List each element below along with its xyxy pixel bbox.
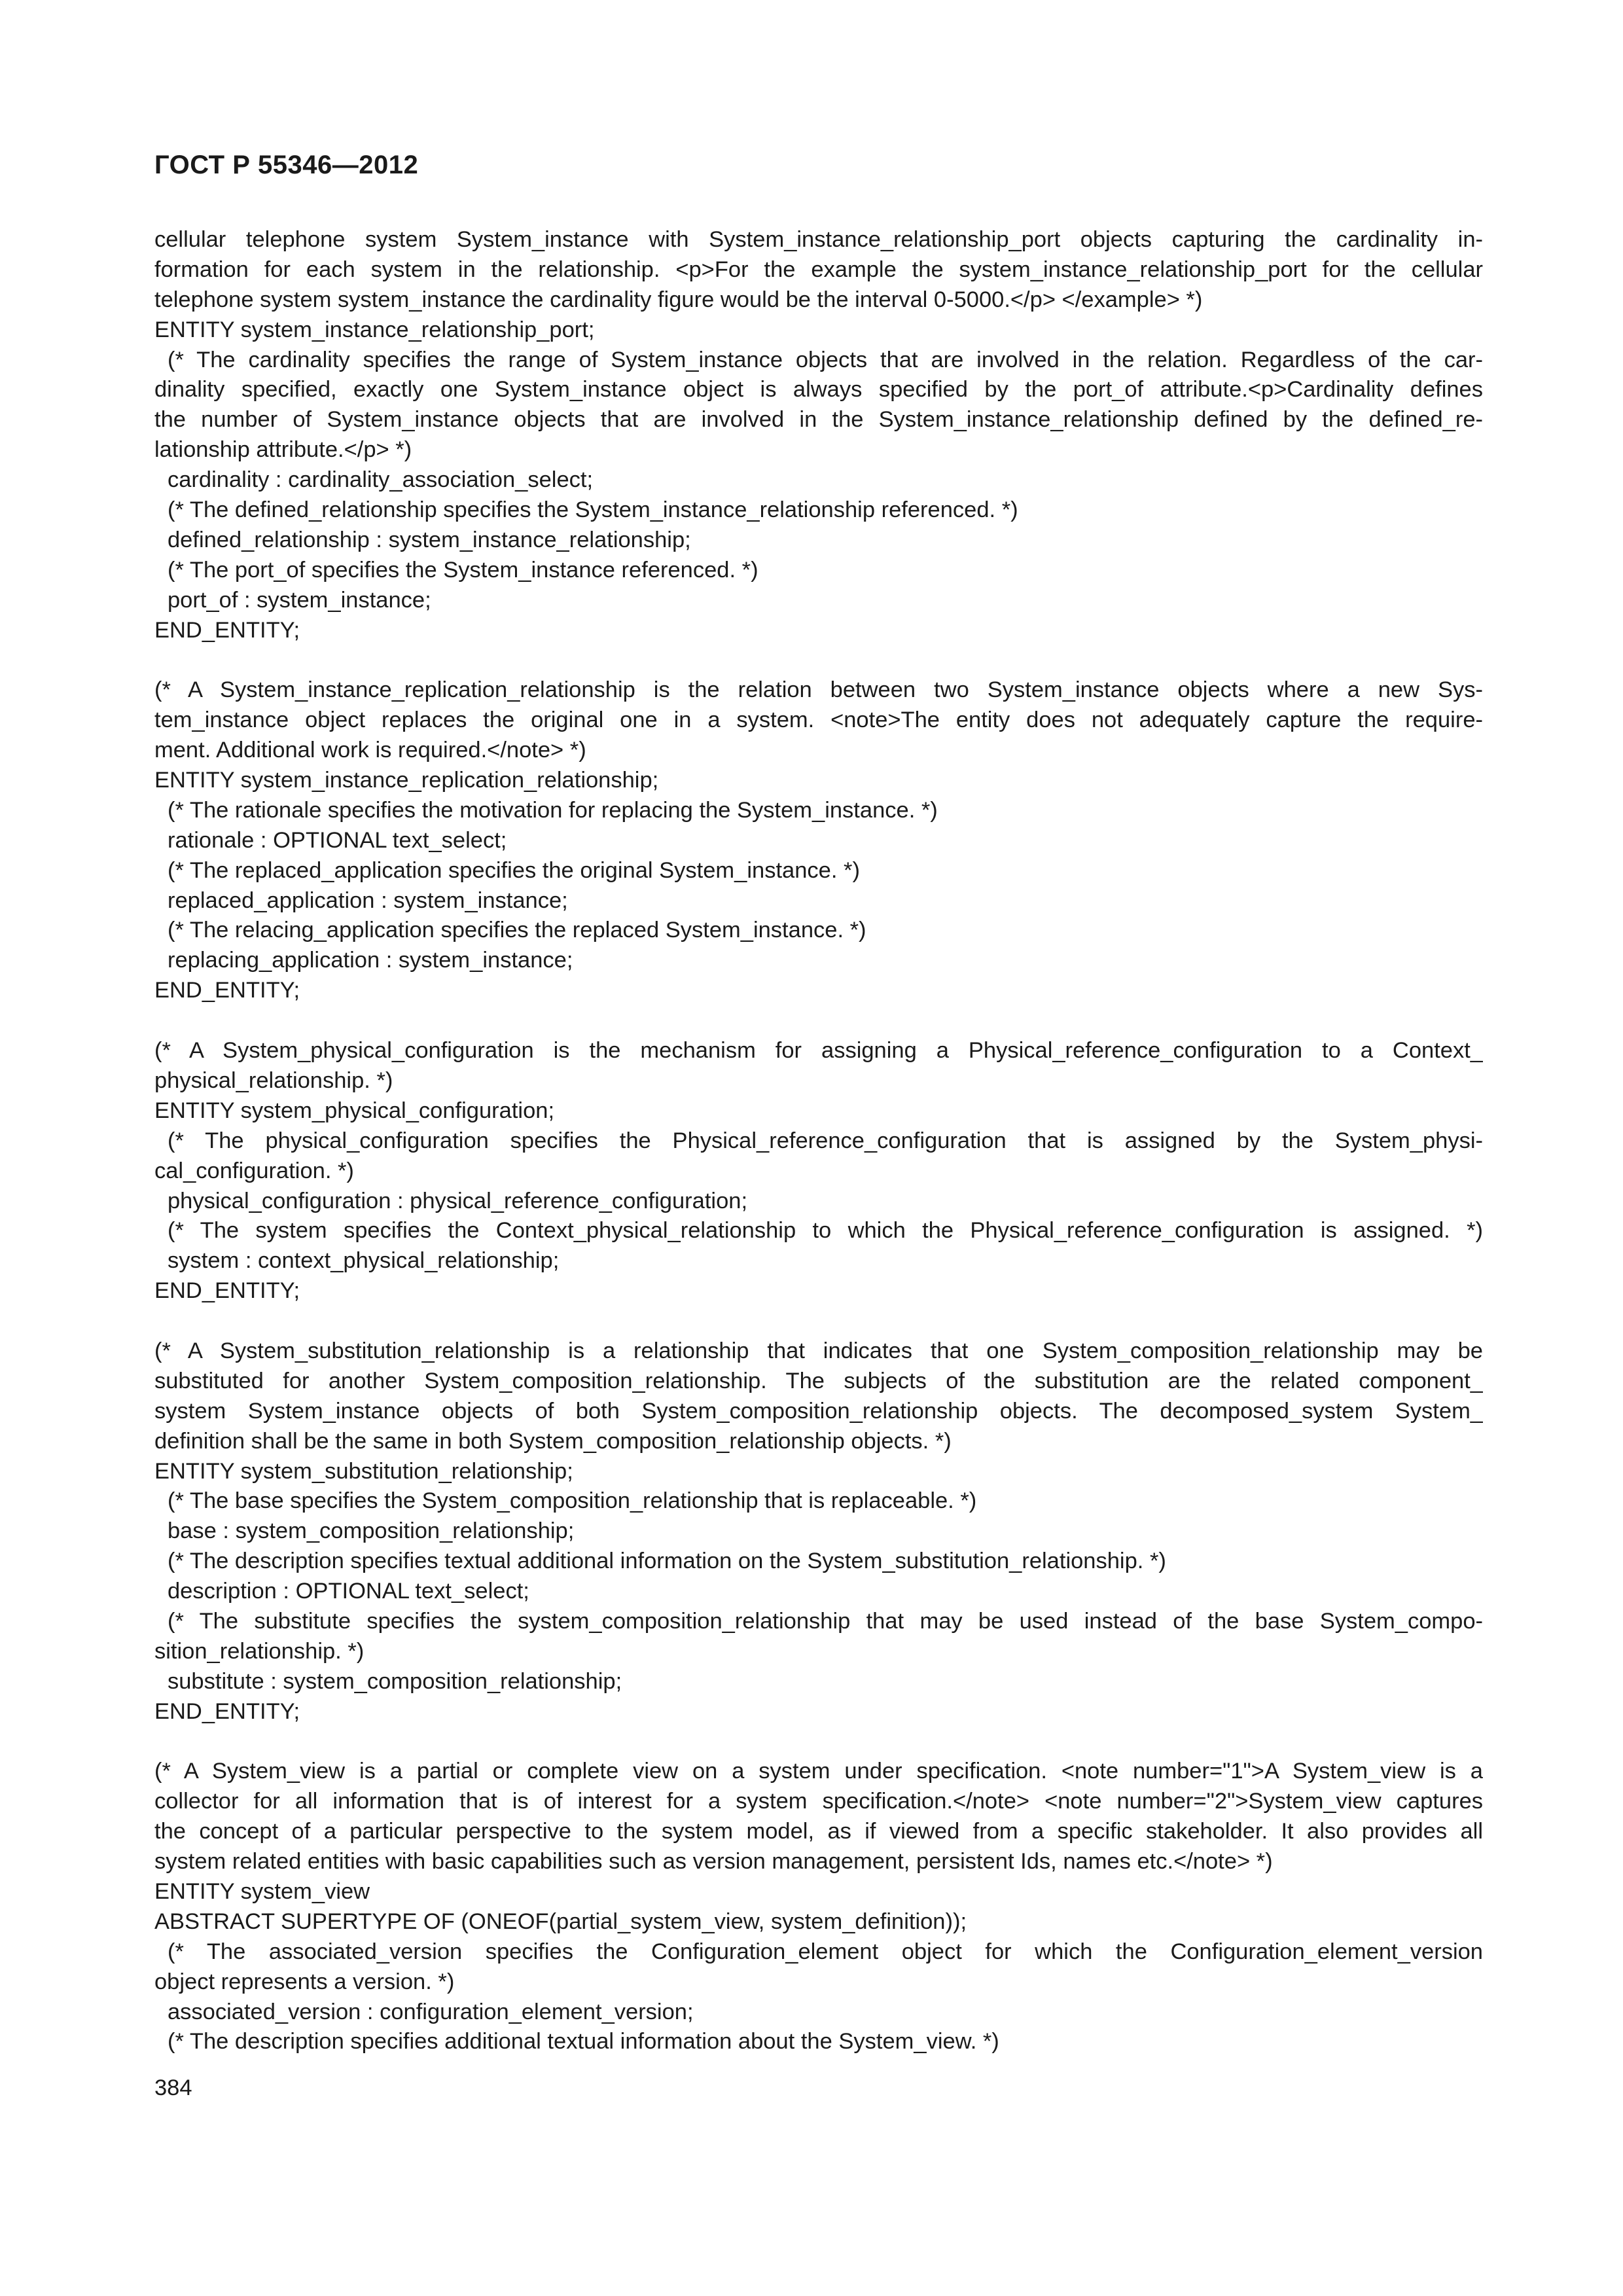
text-line: (* The substitute specifies the system_composition_relationship that may be used instead of the base System_compo-: [168, 1608, 1483, 1634]
text-line: base : system_composition_relationship;: [168, 1518, 575, 1544]
text-line: (* The associated_version specifies the Configuration_element object for which the Configuration_element_version: [168, 1939, 1483, 1964]
text-line: (* A System_view is a partial or complete view on a system under specification. <note number="1">A System_view is a: [154, 1759, 1483, 1784]
text-line: the number of System_instance objects that are involved in the System_instance_relationship defined by the defined_re-: [154, 407, 1483, 433]
text-line: replaced_application : system_instance;: [168, 888, 568, 913]
text-line: (* A System_physical_configuration is the mechanism for assigning a Physical_reference_configuration to a Context_: [154, 1038, 1483, 1064]
text-line: definition shall be the same in both System_composition_relationship objects. *): [154, 1428, 952, 1454]
text-line: rationale : OPTIONAL text_select;: [168, 827, 507, 853]
text-line: ENTITY system_instance_replication_relationship;: [154, 768, 659, 793]
text-line: system System_instance objects of both System_composition_relationship objects. The decomposed_system System_: [154, 1398, 1483, 1424]
text-line: (* The description specifies textual additional information on the System_substitution_relationship. *): [168, 1549, 1166, 1574]
text-line: physical_configuration : physical_reference_configuration;: [168, 1188, 748, 1213]
text-line: associated_version : configuration_element_version;: [168, 1999, 694, 2024]
text-line: ABSTRACT SUPERTYPE OF (ONEOF(partial_system_view, system_definition));: [154, 1909, 967, 1934]
blank-line: [154, 1727, 1483, 1757]
blank-line: [154, 1306, 1483, 1336]
text-line: ENTITY system_instance_relationship_port;: [154, 317, 595, 342]
text-line: cardinality : cardinality_association_select;: [168, 467, 594, 493]
text-line: sition_relationship. *): [154, 1638, 365, 1664]
text-line: system related entities with basic capabilities such as version management, persistent Ids, names etc.</note> *): [154, 1849, 1273, 1874]
text-line: (* The relacing_application specifies the replaced System_instance. *): [168, 918, 866, 943]
text-line: port_of : system_instance;: [168, 587, 431, 613]
text-line: object represents a version. *): [154, 1969, 455, 1994]
text-line: ENTITY system_substitution_relationship;: [154, 1458, 573, 1484]
text-line: (* The system specifies the Context_physical_relationship to which the Physical_reference_configuration is assigned. *): [168, 1218, 1483, 1244]
text-line: tem_instance object replaces the original one in a system. <note>The entity does not adequately capture the require-: [154, 708, 1483, 733]
text-line: END_ENTITY;: [154, 617, 300, 643]
page-header: ГОСТ Р 55346—2012: [154, 151, 419, 179]
text-line: (* A System_substitution_relationship is a relationship that indicates that one System_composition_relationship may be: [154, 1338, 1483, 1363]
text-line: the concept of a particular perspective to the system model, as if viewed from a specific stakeholder. It also provides all: [154, 1819, 1483, 1844]
text-line: ment. Additional work is required.</note> *): [154, 738, 586, 763]
text-line: END_ENTITY;: [154, 978, 300, 1003]
text-line: lationship attribute.</p> *): [154, 437, 412, 463]
text-line: defined_relationship : system_instance_relationship;: [168, 527, 691, 552]
text-line: telephone system system_instance the cardinality figure would be the interval 0-5000.</p> </example> *): [154, 287, 1203, 312]
text-line: description : OPTIONAL text_select;: [168, 1579, 529, 1604]
text-line: END_ENTITY;: [154, 1278, 300, 1304]
text-line: (* The cardinality specifies the range of System_instance objects that are involved in the relation. Regardless of the car-: [168, 347, 1483, 372]
blank-line: [154, 645, 1483, 675]
text-line: (* The port_of specifies the System_instance referenced. *): [168, 557, 758, 583]
text-line: replacing_application : system_instance;: [168, 948, 573, 973]
text-line: cal_configuration. *): [154, 1158, 354, 1183]
text-line: (* The physical_configuration specifies the Physical_reference_configuration that is assigned by the System_physi-: [168, 1128, 1483, 1153]
text-line: system : context_physical_relationship;: [168, 1248, 560, 1274]
blank-line: [154, 1006, 1483, 1036]
text-line: formation for each system in the relationship. <p>For the example the system_instance_relationship_port for the cellular: [154, 257, 1483, 282]
text-line: collector for all information that is of interest for a system specification.</note> <note number="2">System_view captures: [154, 1789, 1483, 1814]
page-number: 384: [154, 2075, 192, 2100]
text-line: (* The replaced_application specifies the original System_instance. *): [168, 857, 860, 883]
text-line: substituted for another System_composition_relationship. The subjects of the substitution are the related component_: [154, 1368, 1483, 1393]
document-body: [154, 225, 1483, 2057]
text-line: dinality specified, exactly one System_instance object is always specified by the port_of attribute.<p>Cardinality defines: [154, 377, 1483, 403]
text-line: (* A System_instance_replication_relationship is the relation between two System_instance objects where a new Sys-: [154, 677, 1483, 703]
text-line: (* The defined_relationship specifies the System_instance_relationship referenced. *): [168, 497, 1018, 523]
text-line: END_ENTITY;: [154, 1698, 300, 1724]
text-line: ENTITY system_view: [154, 1878, 370, 1904]
text-line: ENTITY system_physical_configuration;: [154, 1098, 555, 1123]
text-line: (* The rationale specifies the motivation for replacing the System_instance. *): [168, 797, 938, 823]
text-line: substitute : system_composition_relationship;: [168, 1668, 622, 1694]
text-line: (* The description specifies additional textual information about the System_view. *): [168, 2029, 999, 2054]
text-line: cellular telephone system System_instance with System_instance_relationship_port objects capturing the cardinality in-: [154, 227, 1483, 252]
text-line: (* The base specifies the System_composition_relationship that is replaceable. *): [168, 1488, 977, 1514]
text-line: physical_relationship. *): [154, 1067, 393, 1093]
